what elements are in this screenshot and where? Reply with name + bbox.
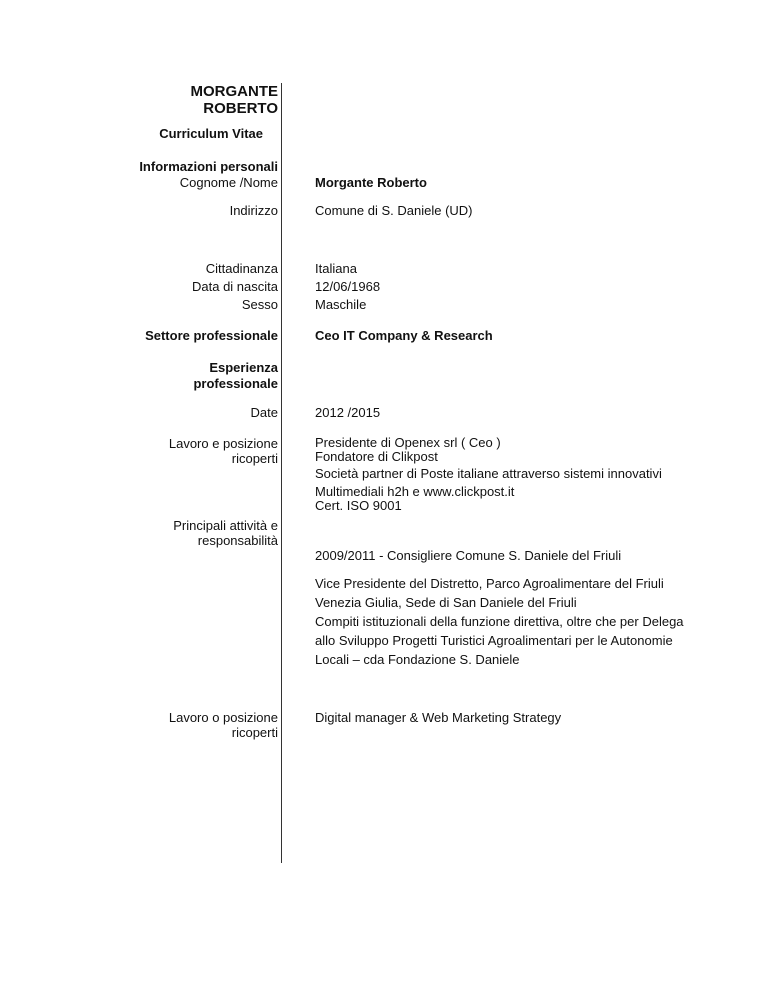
column-divider — [281, 83, 282, 863]
job-label-line2: ricoperti — [231, 451, 278, 466]
vice-line: allo Sviluppo Progetti Turistici Agroalimentari per le Autonomie — [315, 633, 673, 648]
sector-value: Ceo IT Company & Research — [315, 328, 493, 343]
given-name: ROBERTO — [203, 100, 278, 117]
doc-title: Curriculum Vitae — [159, 126, 263, 141]
address-label: Indirizzo — [229, 203, 278, 218]
job-description — [315, 436, 662, 513]
section-experience-line2: professionale — [193, 376, 278, 391]
vice-line: Compiti istituzionali della funzione direttiva, oltre che per Delega — [315, 614, 684, 629]
birth-label: Data di nascita — [192, 279, 278, 294]
job2-label-line2: ricoperti — [231, 725, 278, 740]
job-label-line1: Lavoro e posizione — [168, 436, 278, 451]
surname: MORGANTE — [190, 83, 278, 100]
job-line: Fondatore di Clikpost — [315, 449, 438, 464]
vice-line: Locali – cda Fondazione S. Daniele — [315, 652, 520, 667]
job-line: Società partner di Poste italiane attraverso sistemi innovativi — [315, 466, 662, 481]
job2-label-line1: Lavoro o posizione — [168, 710, 278, 725]
council-line: 2009/2011 - Consigliere Comune S. Daniele del Friuli — [315, 548, 622, 563]
section-experience-line1: Esperienza — [209, 360, 278, 375]
section-personal: Informazioni personali — [139, 159, 278, 174]
date-value: 2012 /2015 — [315, 405, 381, 420]
sector-label: Settore professionale — [145, 328, 278, 343]
name-value: Morgante Roberto — [315, 175, 427, 190]
job-line: Cert. ISO 9001 — [315, 498, 402, 513]
name-label: Cognome /Nome — [179, 175, 278, 190]
sex-value: Maschile — [315, 297, 367, 312]
vice-president-block — [315, 574, 684, 669]
citizenship-label: Cittadinanza — [205, 261, 278, 276]
activities-label-line2: responsabilità — [197, 533, 278, 548]
birth-value: 12/06/1968 — [315, 279, 381, 294]
job-line: Multimediali h2h e www.clickpost.it — [315, 484, 515, 499]
activities-label-line1: Principali attività e — [173, 518, 278, 533]
citizenship-value: Italiana — [315, 261, 357, 276]
vice-line: Vice Presidente del Distretto, Parco Agroalimentare del Friuli — [315, 576, 664, 591]
address-value: Comune di S. Daniele (UD) — [315, 203, 473, 218]
job2-value: Digital manager & Web Marketing Strategy — [315, 710, 562, 725]
sex-label: Sesso — [241, 297, 278, 312]
date-label: Date — [250, 405, 278, 420]
vice-line: Venezia Giulia, Sede di San Daniele del Friuli — [315, 595, 577, 610]
job-line: Presidente di Openex srl ( Ceo ) — [315, 435, 501, 450]
